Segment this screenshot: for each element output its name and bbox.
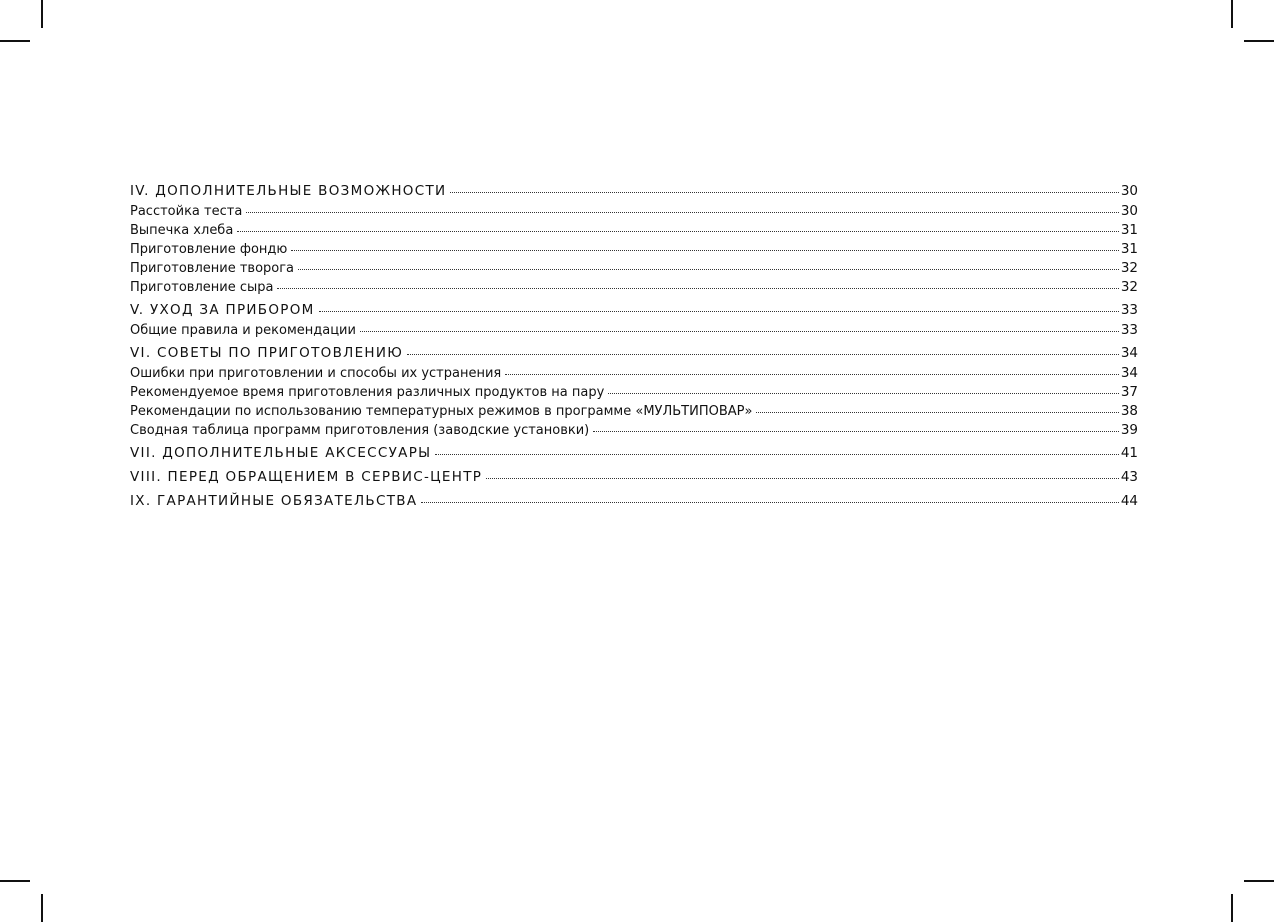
toc-section-row[interactable]	[130, 296, 1138, 320]
toc-subsection-title: Приготовление творога	[130, 261, 295, 276]
toc-subsection-row[interactable]	[130, 220, 1138, 239]
dot-leader	[319, 311, 1119, 312]
toc-page-number: 41	[1120, 445, 1138, 461]
dot-leader	[593, 431, 1119, 432]
dot-leader	[237, 231, 1119, 232]
dot-leader	[421, 502, 1118, 503]
crop-mark-bottom-left-horizontal	[0, 880, 30, 882]
toc-subsection-row[interactable]	[130, 201, 1138, 220]
toc-page-number: 32	[1120, 279, 1138, 295]
dot-leader	[505, 374, 1119, 375]
toc-section-title: VIII. ПЕРЕД ОБРАЩЕНИЕМ В СЕРВИС-ЦЕНТР	[130, 469, 483, 485]
crop-mark-top-left-vertical	[41, 0, 43, 28]
toc-subsection-title: Приготовление фондю	[130, 242, 288, 257]
toc-subsection-row[interactable]	[130, 320, 1138, 339]
toc-subsection-title: Расстойка теста	[130, 204, 243, 219]
toc-page-number: 38	[1120, 403, 1138, 419]
toc-page-number: 31	[1120, 222, 1138, 238]
toc-page-number: 33	[1120, 302, 1138, 318]
dot-leader	[608, 393, 1119, 394]
toc-section-title: IX. ГАРАНТИЙНЫЕ ОБЯЗАТЕЛЬСТВА	[130, 493, 418, 509]
toc-page-number: 43	[1120, 469, 1138, 485]
dot-leader	[360, 331, 1119, 332]
toc-page-number: 31	[1120, 241, 1138, 257]
toc-page-number: 30	[1120, 183, 1138, 199]
toc-subsection-row[interactable]	[130, 401, 1138, 420]
toc-page-number: 30	[1120, 203, 1138, 219]
toc-section-row[interactable]	[130, 181, 1138, 201]
dot-leader	[298, 269, 1119, 270]
crop-mark-top-left-horizontal	[0, 40, 30, 42]
toc-page-number: 39	[1120, 422, 1138, 438]
toc-subsection-title: Ошибки при приготовлении и способы их устранения	[130, 366, 502, 381]
toc-subsection-title: Сводная таблица программ приготовления (заводские установки)	[130, 423, 590, 438]
dot-leader	[277, 288, 1118, 289]
toc-section-row[interactable]	[130, 439, 1138, 463]
crop-mark-bottom-right-vertical	[1231, 894, 1233, 922]
crop-mark-bottom-left-vertical	[41, 894, 43, 922]
toc-page-number: 34	[1120, 345, 1138, 361]
toc-section-title: VI. СОВЕТЫ ПО ПРИГОТОВЛЕНИЮ	[130, 345, 404, 361]
toc-page-number: 34	[1120, 365, 1138, 381]
dot-leader	[435, 454, 1118, 455]
toc-section-row[interactable]	[130, 339, 1138, 363]
toc-section-title: IV. ДОПОЛНИТЕЛЬНЫЕ ВОЗМОЖНОСТИ	[130, 183, 447, 199]
dot-leader	[407, 354, 1119, 355]
toc-section-row[interactable]	[130, 487, 1138, 511]
toc-subsection-row[interactable]	[130, 258, 1138, 277]
table-of-contents	[130, 181, 1138, 511]
toc-subsection-title: Приготовление сыра	[130, 280, 274, 295]
toc-subsection-row[interactable]	[130, 382, 1138, 401]
toc-page-number: 33	[1120, 322, 1138, 338]
dot-leader	[246, 212, 1119, 213]
toc-section-title: VII. ДОПОЛНИТЕЛЬНЫЕ АКСЕССУАРЫ	[130, 445, 432, 461]
toc-page-number: 37	[1120, 384, 1138, 400]
toc-subsection-title: Общие правила и рекомендации	[130, 323, 356, 338]
toc-subsection-row[interactable]	[130, 363, 1138, 382]
dot-leader	[756, 412, 1118, 413]
dot-leader	[486, 478, 1119, 479]
dot-leader	[291, 250, 1118, 251]
toc-subsection-row[interactable]	[130, 239, 1138, 258]
toc-subsection-row[interactable]	[130, 277, 1138, 296]
toc-section-title: V. УХОД ЗА ПРИБОРОМ	[130, 302, 315, 318]
crop-mark-top-right-horizontal	[1244, 40, 1274, 42]
crop-mark-top-right-vertical	[1231, 0, 1233, 28]
toc-subsection-title: Рекомендуемое время приготовления различных продуктов на пару	[130, 385, 605, 400]
toc-subsection-title: Выпечка хлеба	[130, 223, 234, 238]
crop-mark-bottom-right-horizontal	[1244, 880, 1274, 882]
toc-page-number: 32	[1120, 260, 1138, 276]
toc-section-row[interactable]	[130, 463, 1138, 487]
toc-page-number: 44	[1120, 493, 1138, 509]
toc-subsection-row[interactable]	[130, 420, 1138, 439]
dot-leader	[450, 192, 1118, 193]
toc-subsection-title: Рекомендации по использованию температурных режимов в программе «МУЛЬТИПОВАР»	[130, 404, 753, 419]
